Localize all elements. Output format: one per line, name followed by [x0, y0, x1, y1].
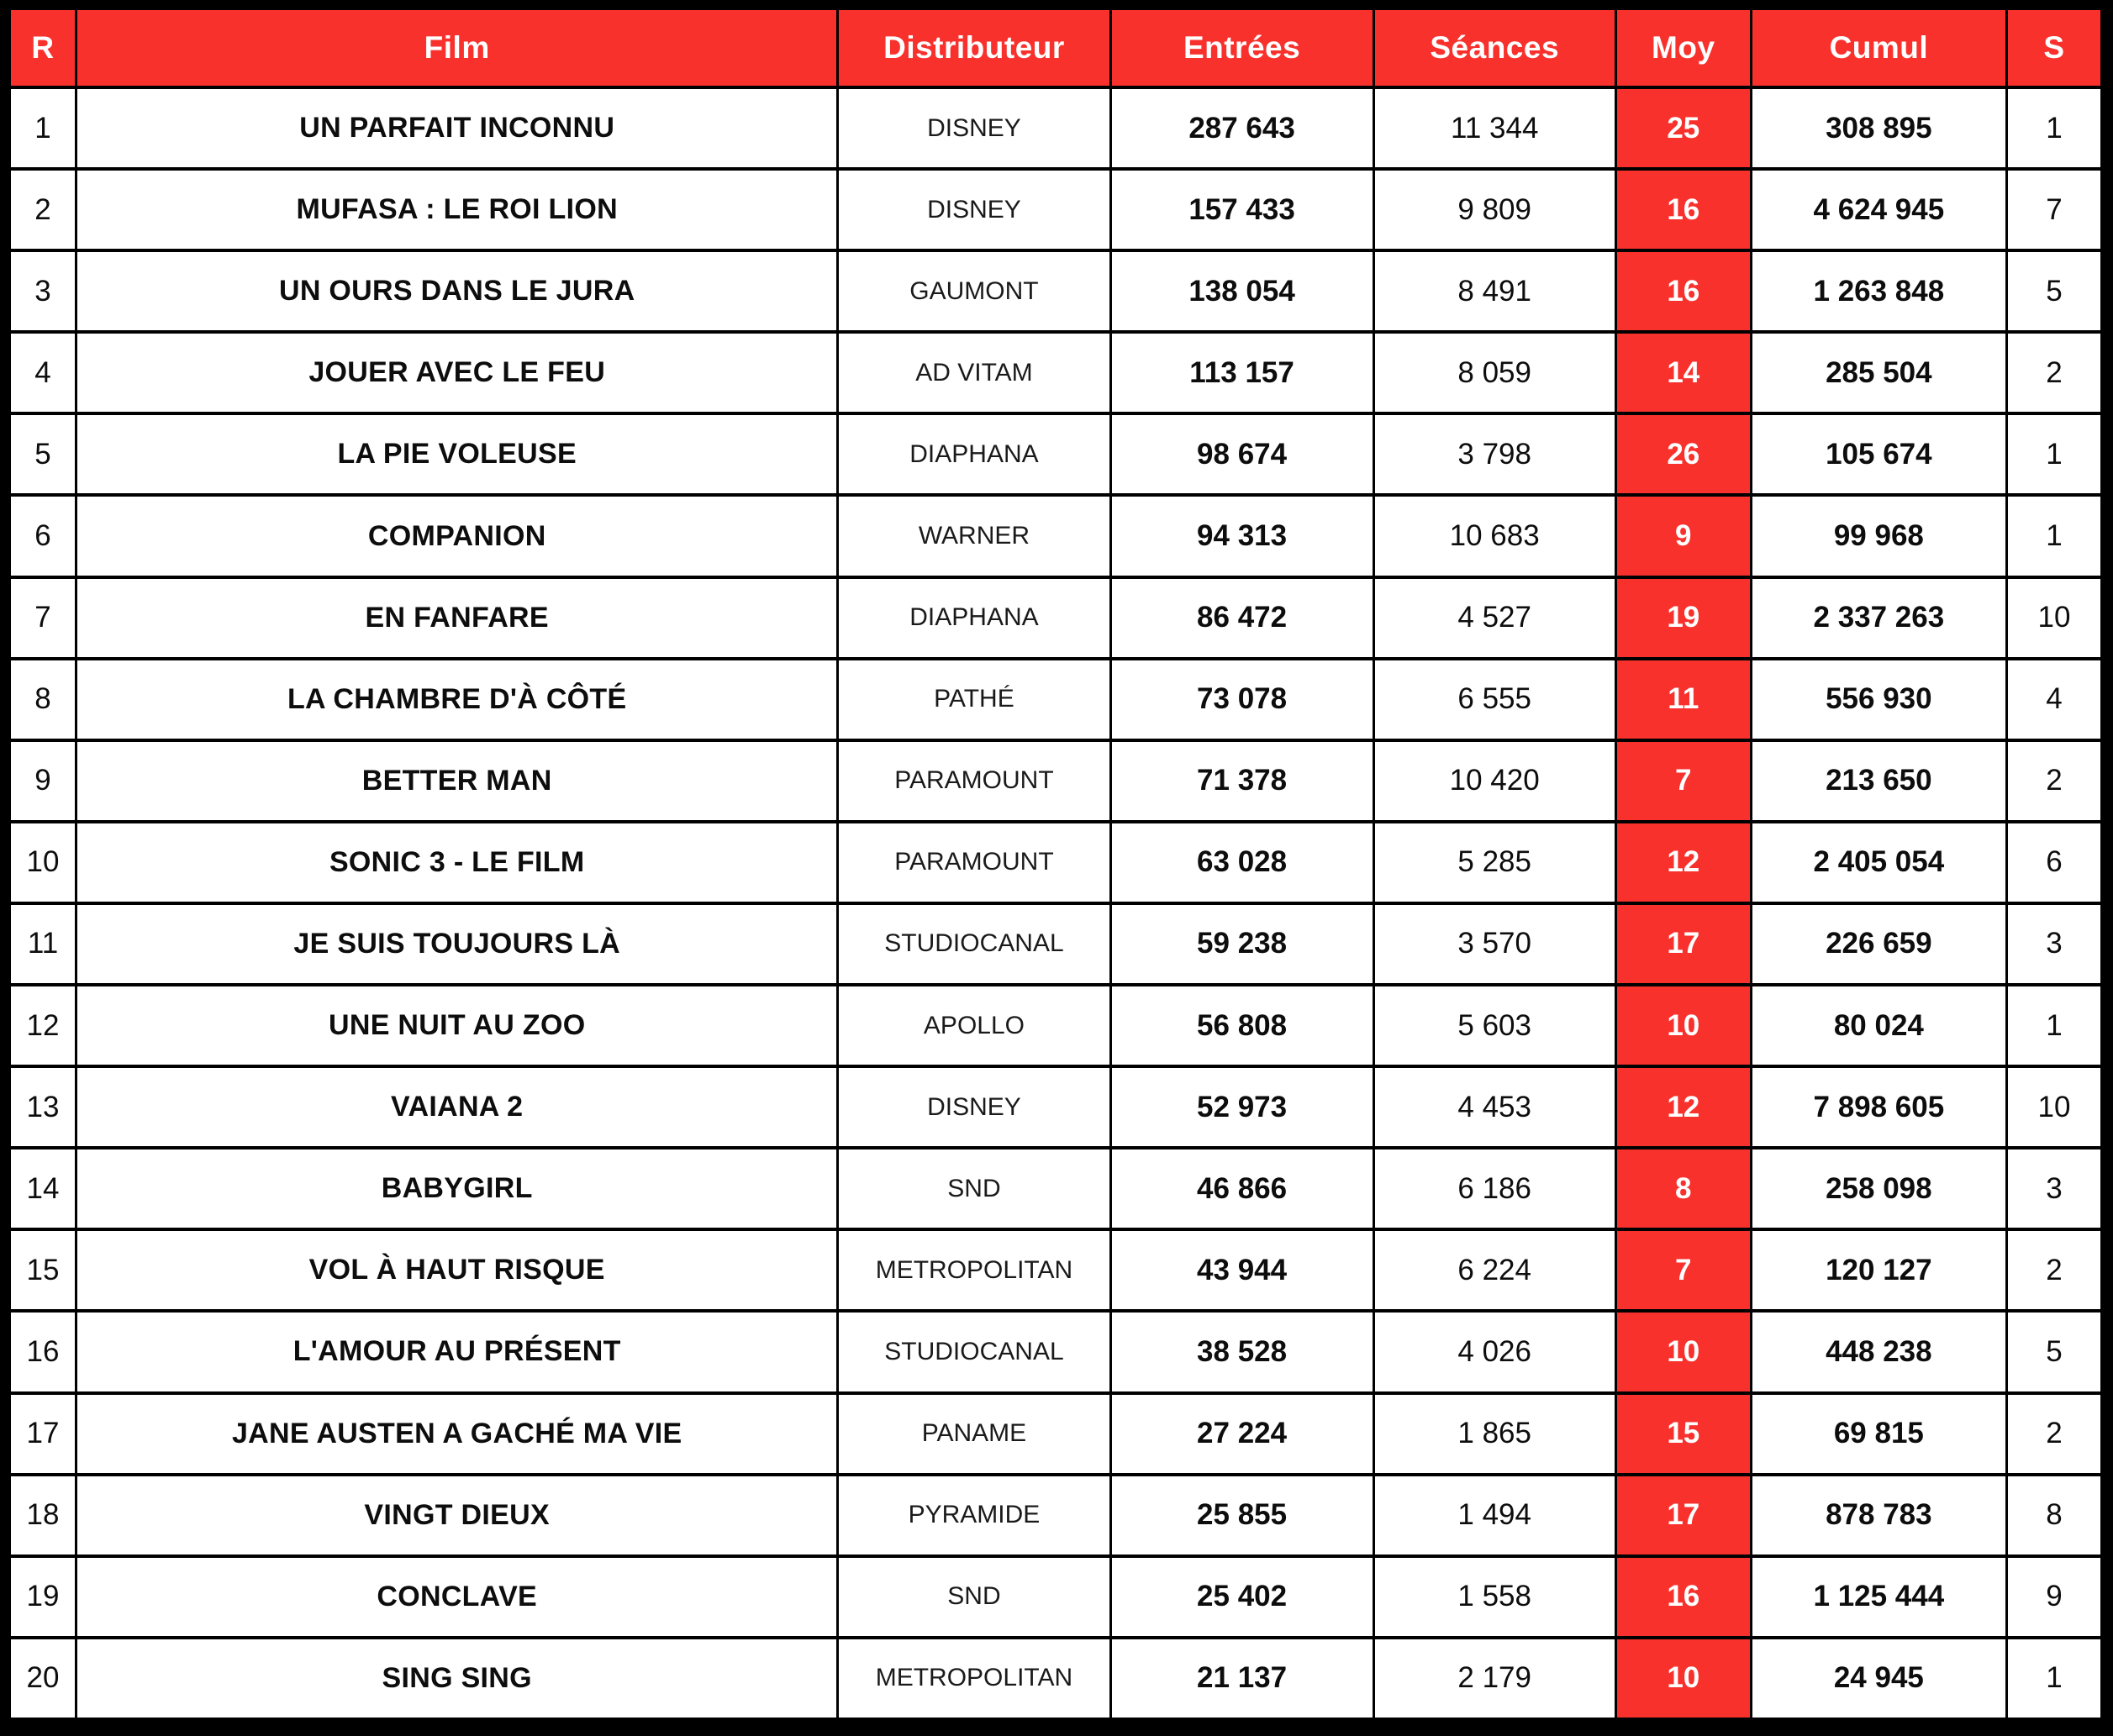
weeks-cell: 10: [2006, 577, 2101, 659]
distributor-cell: DIAPHANA: [838, 577, 1110, 659]
average-cell: 7: [1615, 740, 1751, 822]
table-row: [10, 1066, 2102, 1148]
distributor-cell: AD VITAM: [838, 332, 1110, 413]
screenings-cell: 4 527: [1373, 577, 1615, 659]
distributor-cell: DIAPHANA: [838, 413, 1110, 495]
screenings-cell: 6 186: [1373, 1148, 1615, 1229]
entries-cell: 59 238: [1110, 903, 1373, 985]
table-row: [10, 822, 2102, 903]
cumul-cell: 99 968: [1751, 495, 2006, 576]
weeks-cell: 2: [2006, 332, 2101, 413]
cumul-cell: 213 650: [1751, 740, 2006, 822]
distributor-cell: DISNEY: [838, 169, 1110, 250]
rank-cell: 3: [10, 250, 76, 332]
weeks-cell: 8: [2006, 1475, 2101, 1556]
rank-cell: 6: [10, 495, 76, 576]
weeks-cell: 9: [2006, 1556, 2101, 1638]
average-cell: 26: [1615, 413, 1751, 495]
screenings-cell: 4 453: [1373, 1066, 1615, 1148]
weeks-cell: 5: [2006, 250, 2101, 332]
entries-cell: 86 472: [1110, 577, 1373, 659]
screenings-cell: 5 603: [1373, 985, 1615, 1066]
average-cell: 16: [1615, 169, 1751, 250]
film-title-cell: UN OURS DANS LE JURA: [76, 250, 838, 332]
entries-cell: 21 137: [1110, 1638, 1373, 1719]
box-office-table: [8, 7, 2103, 1721]
average-cell: 17: [1615, 1475, 1751, 1556]
film-title-cell: EN FANFARE: [76, 577, 838, 659]
screenings-cell: 1 865: [1373, 1393, 1615, 1475]
table-body: [10, 87, 2102, 1719]
average-cell: 11: [1615, 659, 1751, 740]
weeks-cell: 2: [2006, 740, 2101, 822]
film-title-cell: SONIC 3 - LE FILM: [76, 822, 838, 903]
screenings-cell: 6 224: [1373, 1229, 1615, 1311]
entries-cell: 38 528: [1110, 1311, 1373, 1392]
table-row: [10, 985, 2102, 1066]
table-row: [10, 1556, 2102, 1638]
weeks-cell: 2: [2006, 1229, 2101, 1311]
cumul-cell: 308 895: [1751, 87, 2006, 169]
screenings-cell: 3 798: [1373, 413, 1615, 495]
rank-cell: 4: [10, 332, 76, 413]
average-cell: 12: [1615, 1066, 1751, 1148]
col-header-screenings: Séances: [1373, 8, 1615, 87]
average-cell: 16: [1615, 1556, 1751, 1638]
average-cell: 10: [1615, 985, 1751, 1066]
film-title-cell: UN PARFAIT INCONNU: [76, 87, 838, 169]
entries-cell: 27 224: [1110, 1393, 1373, 1475]
average-cell: 10: [1615, 1638, 1751, 1719]
entries-cell: 113 157: [1110, 332, 1373, 413]
table-row: [10, 1475, 2102, 1556]
film-title-cell: JE SUIS TOUJOURS LÀ: [76, 903, 838, 985]
film-title-cell: VOL À HAUT RISQUE: [76, 1229, 838, 1311]
table-row: [10, 169, 2102, 250]
cumul-cell: 7 898 605: [1751, 1066, 2006, 1148]
rank-cell: 7: [10, 577, 76, 659]
screenings-cell: 1 494: [1373, 1475, 1615, 1556]
average-cell: 10: [1615, 1311, 1751, 1392]
rank-cell: 10: [10, 822, 76, 903]
screenings-cell: 2 179: [1373, 1638, 1615, 1719]
distributor-cell: PANAME: [838, 1393, 1110, 1475]
average-cell: 19: [1615, 577, 1751, 659]
cumul-cell: 69 815: [1751, 1393, 2006, 1475]
average-cell: 7: [1615, 1229, 1751, 1311]
distributor-cell: STUDIOCANAL: [838, 1311, 1110, 1392]
table-row: [10, 87, 2102, 169]
film-title-cell: BABYGIRL: [76, 1148, 838, 1229]
screenings-cell: 11 344: [1373, 87, 1615, 169]
distributor-cell: PARAMOUNT: [838, 822, 1110, 903]
distributor-cell: STUDIOCANAL: [838, 903, 1110, 985]
table-row: [10, 577, 2102, 659]
table-row: [10, 659, 2102, 740]
entries-cell: 157 433: [1110, 169, 1373, 250]
table-row: [10, 332, 2102, 413]
average-cell: 25: [1615, 87, 1751, 169]
screenings-cell: 1 558: [1373, 1556, 1615, 1638]
entries-cell: 287 643: [1110, 87, 1373, 169]
entries-cell: 98 674: [1110, 413, 1373, 495]
entries-cell: 25 855: [1110, 1475, 1373, 1556]
screenings-cell: 9 809: [1373, 169, 1615, 250]
table-row: [10, 413, 2102, 495]
film-title-cell: UNE NUIT AU ZOO: [76, 985, 838, 1066]
cumul-cell: 120 127: [1751, 1229, 2006, 1311]
col-header-average: Moy: [1615, 8, 1751, 87]
rank-cell: 15: [10, 1229, 76, 1311]
weeks-cell: 3: [2006, 1148, 2101, 1229]
table-row: [10, 495, 2102, 576]
distributor-cell: PARAMOUNT: [838, 740, 1110, 822]
distributor-cell: PYRAMIDE: [838, 1475, 1110, 1556]
cumul-cell: 448 238: [1751, 1311, 2006, 1392]
weeks-cell: 6: [2006, 822, 2101, 903]
weeks-cell: 1: [2006, 495, 2101, 576]
distributor-cell: GAUMONT: [838, 250, 1110, 332]
table-row: [10, 1638, 2102, 1719]
col-header-rank: R: [10, 8, 76, 87]
weeks-cell: 1: [2006, 413, 2101, 495]
rank-cell: 11: [10, 903, 76, 985]
film-title-cell: VINGT DIEUX: [76, 1475, 838, 1556]
weeks-cell: 4: [2006, 659, 2101, 740]
rank-cell: 9: [10, 740, 76, 822]
table-row: [10, 1393, 2102, 1475]
col-header-distributor: Distributeur: [838, 8, 1110, 87]
screenings-cell: 4 026: [1373, 1311, 1615, 1392]
film-title-cell: LA CHAMBRE D'À CÔTÉ: [76, 659, 838, 740]
weeks-cell: 3: [2006, 903, 2101, 985]
rank-cell: 19: [10, 1556, 76, 1638]
distributor-cell: SND: [838, 1148, 1110, 1229]
entries-cell: 71 378: [1110, 740, 1373, 822]
rank-cell: 14: [10, 1148, 76, 1229]
cumul-cell: 1 125 444: [1751, 1556, 2006, 1638]
weeks-cell: 10: [2006, 1066, 2101, 1148]
rank-cell: 16: [10, 1311, 76, 1392]
weeks-cell: 2: [2006, 1393, 2101, 1475]
film-title-cell: SING SING: [76, 1638, 838, 1719]
rank-cell: 20: [10, 1638, 76, 1719]
table-row: [10, 1148, 2102, 1229]
table-row: [10, 903, 2102, 985]
cumul-cell: 4 624 945: [1751, 169, 2006, 250]
weeks-cell: 5: [2006, 1311, 2101, 1392]
entries-cell: 52 973: [1110, 1066, 1373, 1148]
cumul-cell: 105 674: [1751, 413, 2006, 495]
screenings-cell: 3 570: [1373, 903, 1615, 985]
cumul-cell: 878 783: [1751, 1475, 2006, 1556]
rank-cell: 8: [10, 659, 76, 740]
col-header-cumul: Cumul: [1751, 8, 2006, 87]
film-title-cell: L'AMOUR AU PRÉSENT: [76, 1311, 838, 1392]
distributor-cell: DISNEY: [838, 1066, 1110, 1148]
film-title-cell: BETTER MAN: [76, 740, 838, 822]
entries-cell: 94 313: [1110, 495, 1373, 576]
cumul-cell: 80 024: [1751, 985, 2006, 1066]
cumul-cell: 24 945: [1751, 1638, 2006, 1719]
distributor-cell: APOLLO: [838, 985, 1110, 1066]
entries-cell: 138 054: [1110, 250, 1373, 332]
entries-cell: 46 866: [1110, 1148, 1373, 1229]
average-cell: 9: [1615, 495, 1751, 576]
weeks-cell: 7: [2006, 169, 2101, 250]
cumul-cell: 226 659: [1751, 903, 2006, 985]
entries-cell: 63 028: [1110, 822, 1373, 903]
film-title-cell: LA PIE VOLEUSE: [76, 413, 838, 495]
cumul-cell: 1 263 848: [1751, 250, 2006, 332]
table-row: [10, 250, 2102, 332]
distributor-cell: WARNER: [838, 495, 1110, 576]
cumul-cell: 2 405 054: [1751, 822, 2006, 903]
film-title-cell: MUFASA : LE ROI LION: [76, 169, 838, 250]
cumul-cell: 258 098: [1751, 1148, 2006, 1229]
film-title-cell: JANE AUSTEN A GACHÉ MA VIE: [76, 1393, 838, 1475]
rank-cell: 2: [10, 169, 76, 250]
entries-cell: 56 808: [1110, 985, 1373, 1066]
table-row: [10, 740, 2102, 822]
rank-cell: 5: [10, 413, 76, 495]
entries-cell: 43 944: [1110, 1229, 1373, 1311]
cumul-cell: 2 337 263: [1751, 577, 2006, 659]
weeks-cell: 1: [2006, 985, 2101, 1066]
entries-cell: 73 078: [1110, 659, 1373, 740]
average-cell: 12: [1615, 822, 1751, 903]
screenings-cell: 5 285: [1373, 822, 1615, 903]
table-row: [10, 1311, 2102, 1392]
screenings-cell: 10 683: [1373, 495, 1615, 576]
table-row: [10, 1229, 2102, 1311]
film-title-cell: CONCLAVE: [76, 1556, 838, 1638]
rank-cell: 12: [10, 985, 76, 1066]
screenings-cell: 8 059: [1373, 332, 1615, 413]
col-header-entries: Entrées: [1110, 8, 1373, 87]
distributor-cell: METROPOLITAN: [838, 1638, 1110, 1719]
rank-cell: 1: [10, 87, 76, 169]
screenings-cell: 6 555: [1373, 659, 1615, 740]
film-title-cell: JOUER AVEC LE FEU: [76, 332, 838, 413]
table-header: [10, 8, 2102, 87]
average-cell: 16: [1615, 250, 1751, 332]
col-header-weeks: S: [2006, 8, 2101, 87]
distributor-cell: PATHÉ: [838, 659, 1110, 740]
rank-cell: 13: [10, 1066, 76, 1148]
weeks-cell: 1: [2006, 1638, 2101, 1719]
film-title-cell: VAIANA 2: [76, 1066, 838, 1148]
distributor-cell: METROPOLITAN: [838, 1229, 1110, 1311]
screenings-cell: 10 420: [1373, 740, 1615, 822]
rank-cell: 17: [10, 1393, 76, 1475]
cumul-cell: 285 504: [1751, 332, 2006, 413]
cumul-cell: 556 930: [1751, 659, 2006, 740]
col-header-film: Film: [76, 8, 838, 87]
average-cell: 17: [1615, 903, 1751, 985]
entries-cell: 25 402: [1110, 1556, 1373, 1638]
weeks-cell: 1: [2006, 87, 2101, 169]
film-title-cell: COMPANION: [76, 495, 838, 576]
screenings-cell: 8 491: [1373, 250, 1615, 332]
average-cell: 8: [1615, 1148, 1751, 1229]
header-row: [10, 8, 2102, 87]
distributor-cell: SND: [838, 1556, 1110, 1638]
rank-cell: 18: [10, 1475, 76, 1556]
average-cell: 14: [1615, 332, 1751, 413]
average-cell: 15: [1615, 1393, 1751, 1475]
distributor-cell: DISNEY: [838, 87, 1110, 169]
